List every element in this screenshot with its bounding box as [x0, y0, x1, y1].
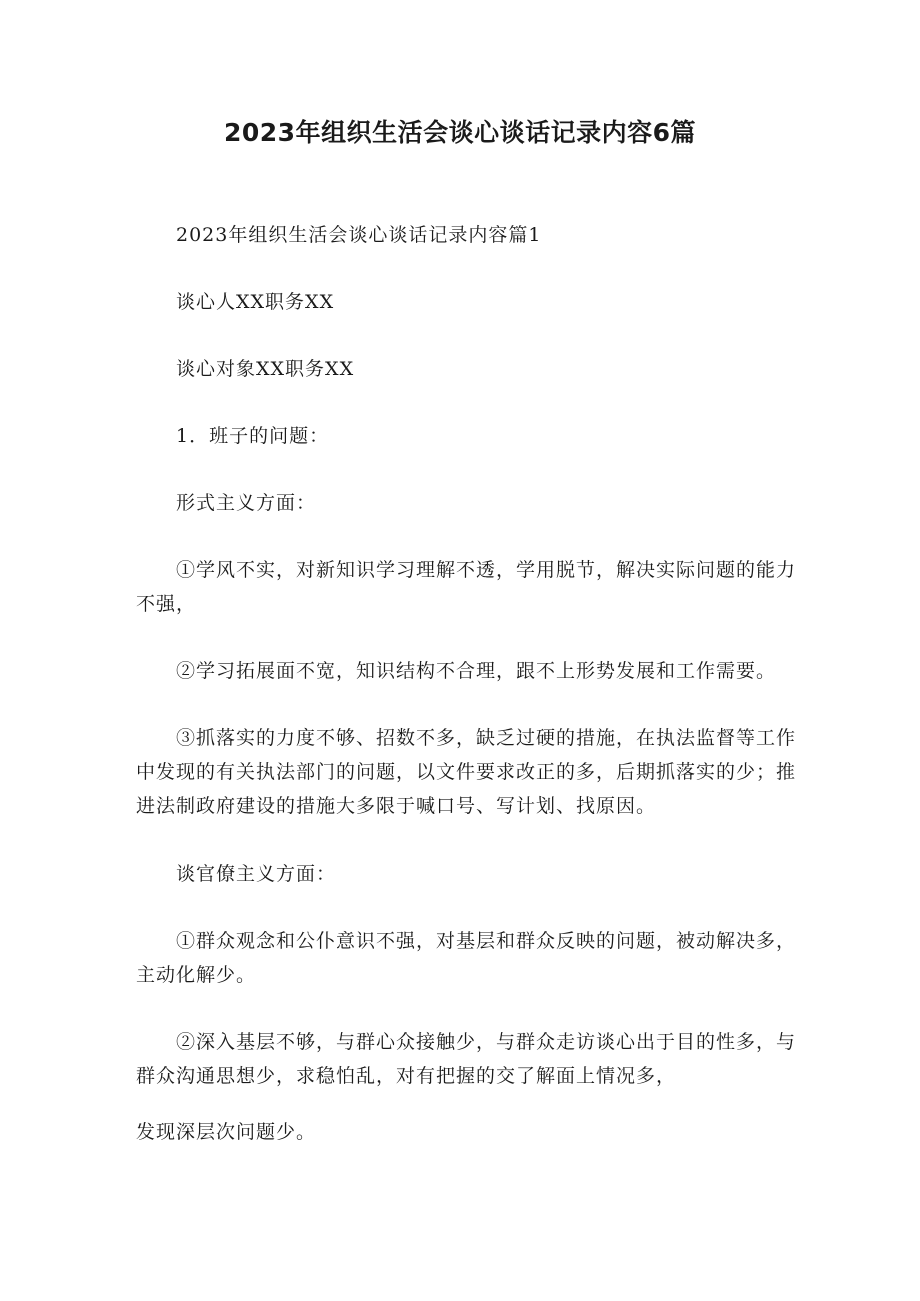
- document-title: 2023年组织生活会谈心谈话记录内容6篇: [224, 118, 696, 147]
- formalism-item-2: ②学习拓展面不宽，知识结构不合理，跟不上形势发展和工作需要。: [176, 660, 777, 682]
- bureaucracy-heading: 谈官僚主义方面：: [176, 863, 337, 885]
- section-subtitle: 2023年组织生活会谈心谈话记录内容篇1: [176, 224, 542, 246]
- formalism-item-1: ①学风不实，对新知识学习理解不透，学用脱节，解决实际问题的能力不强，: [136, 559, 797, 615]
- bureaucracy-item-2: ②深入基层不够，与群心众接触少，与群众走访谈心出于目的性多，与群众沟通思想少，求稳怕乱，对有把握的交了解面上情况多，: [136, 1031, 797, 1087]
- formalism-item-3: ③抓落实的力度不够、招数不多，缺乏过硬的措施，在执法监督等工作中发现的有关执法部门的问题，以文件要求改正的多，后期抓落实的少；推进法制政府建设的措施大多限于喊口号、写计划、找原因。: [136, 727, 797, 817]
- talkee-line: 谈心对象XX职务XX: [176, 358, 355, 380]
- section-heading: 1．班子的问题：: [176, 425, 330, 447]
- formalism-heading: 形式主义方面：: [176, 492, 317, 514]
- talker-line: 谈心人XX职务XX: [176, 291, 335, 313]
- bureaucracy-item-1: ①群众观念和公仆意识不强，对基层和群众反映的问题，被动解决多，主动化解少。: [136, 930, 797, 986]
- bureaucracy-item-2-continued: 发现深层次问题少。: [136, 1121, 317, 1143]
